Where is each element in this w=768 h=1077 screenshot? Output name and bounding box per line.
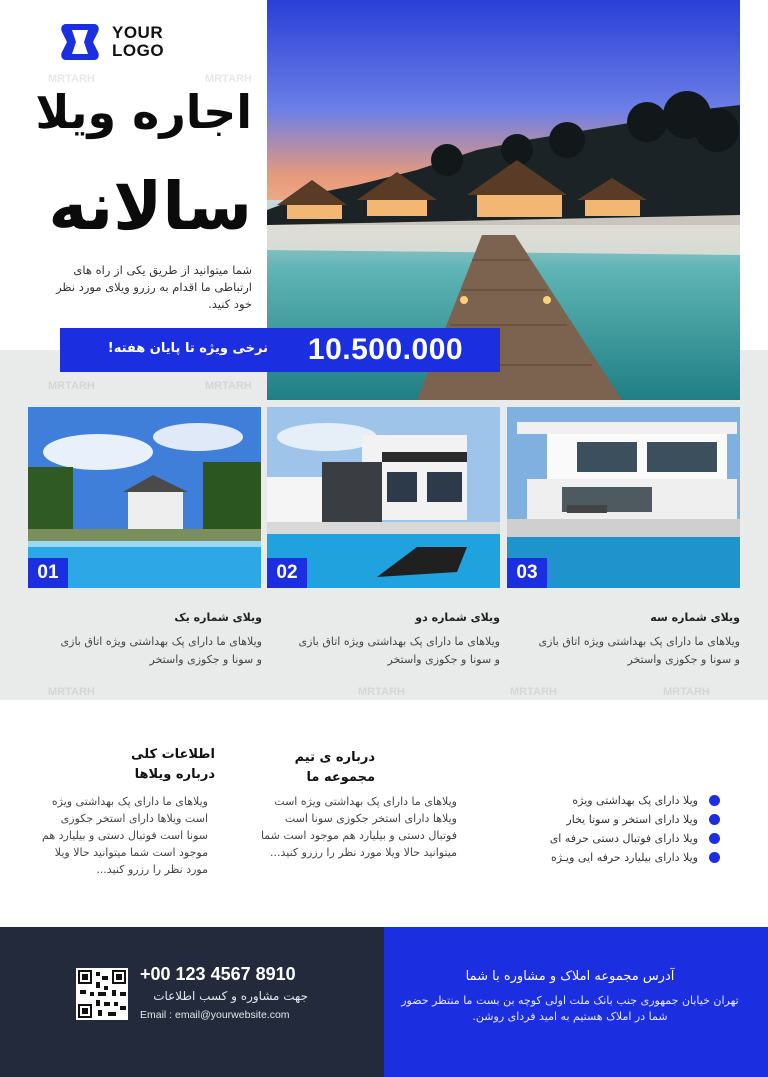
address-text: تهران خیابان جمهوری جنب بانک ملت اولی کوچه بن بست ما منتظر حضور شما در املاک هستیم به امید فردای روشن.	[401, 994, 739, 1023]
villa-image-2[interactable]	[267, 407, 500, 588]
qr-code-icon[interactable]	[76, 968, 128, 1020]
villa-desc-2: ویلاهای ما دارای پک بهداشتی ویژه اتاق بازی و سونا و جکوزی واستخر	[298, 635, 500, 666]
watermark: MRTARH	[205, 73, 252, 85]
about-team-text: ویلاهای ما دارای پک بهداشتی ویژه است ویلاها دارای استخر جکوزی سونا است فوتبال دستی و بیلیارد هم موجود است شما میتوانید حالا ویلا مورد نظر را رزرو کنید...	[260, 795, 457, 859]
feature-item: ویلا دارای بیلیارد حرفه ایی ویـژه	[505, 849, 720, 867]
villa-number: 02	[267, 558, 307, 588]
email-link[interactable]: Email : email@yourwebsite.com	[140, 1009, 290, 1021]
villa-title-2: ویلای شماره دو	[415, 611, 500, 624]
bullet-icon	[709, 814, 720, 825]
villa-desc-1: ویلاهای ما دارای پک بهداشتی ویژه اتاق بازی و سونا و جکوزی واستخر	[60, 635, 262, 666]
watermark: MRTARH	[48, 686, 95, 698]
watermark: MRTARH	[663, 686, 710, 698]
watermark: MRTARH	[48, 73, 95, 85]
villa-image-1[interactable]	[28, 407, 261, 588]
watermark: MRTARH	[48, 380, 95, 392]
brand-logo[interactable]	[58, 18, 188, 66]
feature-item: ویلا دارای فوتبال دستی حرفه ای	[505, 830, 720, 848]
price-amount: 10.500.000	[307, 333, 464, 366]
intro-text: شما میتوانید از طریق یکی از راه های ارتباطی ما اقدام به رزرو ویلای مورد نظر خود کنید.	[56, 263, 252, 311]
logo-text: YOUR LOGO	[112, 23, 165, 60]
watermark: MRTARH	[205, 380, 252, 392]
headline-line2: سالانه	[48, 168, 252, 245]
feature-item: ویلا دارای پک بهداشتی ویژه	[505, 792, 720, 810]
villa-desc-3: ویلاهای ما دارای پک بهداشتی ویژه اتاق بازی و سونا و جکوزی واستخر	[538, 635, 740, 666]
bullet-icon	[709, 833, 720, 844]
villa-title-3: ویلای شماره سه	[650, 611, 740, 624]
villa-number: 03	[507, 558, 547, 588]
general-info-title: اطلاعات کلی درباره ویلاها	[131, 747, 215, 782]
bullet-icon	[709, 852, 720, 863]
address-title: آدرس مجموعه املاک و مشاوره با شما	[465, 969, 675, 984]
phone-number[interactable]: +00 123 4567 8910	[140, 964, 296, 984]
general-info-text: ویلاهای ما دارای پک بهداشتی ویژه است ویلاها دارای استخر جکوزی سونا است فوتبال دستی و بیلیارد هم موجود است شما میتوانید حالا ویلا مورد نظر را رزرو کنید...	[42, 795, 208, 876]
watermark: MRTARH	[358, 686, 405, 698]
villa-title-1: ویلای شماره یک	[174, 611, 262, 624]
headline-line1: اجاره ویلا	[35, 85, 252, 139]
feature-item: ویلا دارای استخر و سونا یخار	[505, 811, 720, 829]
watermark: MRTARH	[510, 686, 557, 698]
consult-text: جهت مشاوره و کسب اطلاعات	[153, 989, 308, 1003]
about-team-title: درباره ی تیم مجموعه ما	[294, 750, 375, 785]
logo-mark-icon	[58, 20, 102, 64]
price-banner	[60, 328, 500, 372]
villa-number: 01	[28, 558, 68, 588]
villa-image-3[interactable]	[507, 407, 740, 588]
price-label: نرخی ویژه تا پایان هفته!	[107, 341, 268, 356]
bullet-icon	[709, 795, 720, 806]
